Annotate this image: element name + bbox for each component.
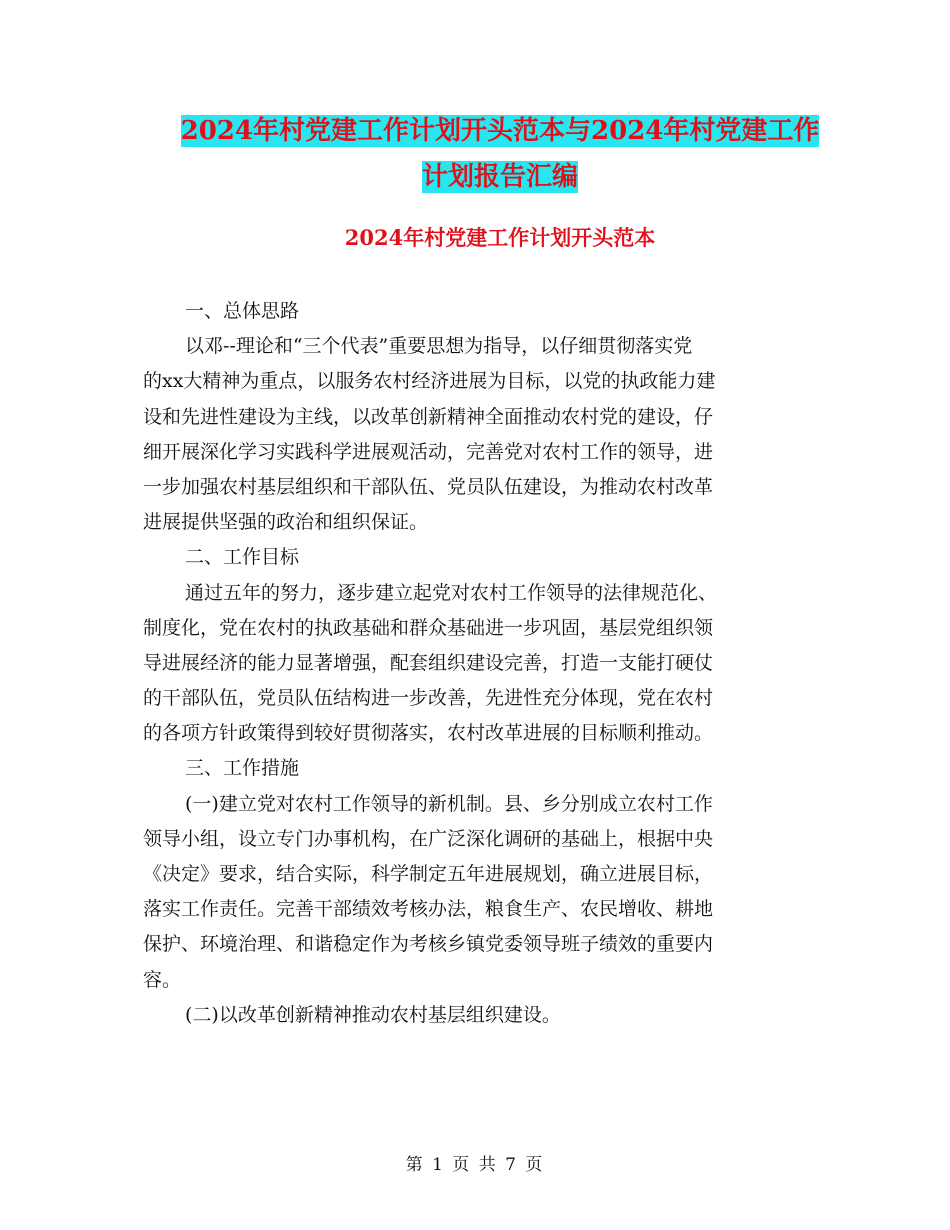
paragraph-line: 保护、环境治理、和谐稳定作为考核乡镇党委领导班子绩效的重要内 — [143, 933, 714, 956]
paragraph-line: 细开展深化学习实践科学进展观活动，完善党对农村工作的领导，进 — [143, 440, 714, 463]
paragraph-line: 导进展经济的能力显著增强，配套组织建设完善，打造一支能打硬仗 — [143, 651, 714, 674]
paragraph-line: 进展提供坚强的政治和组织保证。 — [143, 511, 429, 534]
paragraph-line: 落实工作责任。完善干部绩效考核办法，粮食生产、农民增收、耕地 — [143, 898, 714, 921]
paragraph-line: 设和先进性建设为主线，以改革创新精神全面推动农村党的建设，仔 — [143, 405, 714, 428]
title-line-1: 2024年村党建工作计划开头范本与2024年村党建工作 — [180, 116, 820, 146]
paragraph-line: 的各项方针政策得到较好贯彻落实，农村改革进展的目标顺利推动。 — [143, 722, 714, 745]
heading-general-approach: 一、总体思路 — [185, 300, 300, 322]
document-title — [140, 108, 860, 200]
section-title: 2024年村党建工作计划开头范本 — [344, 225, 656, 250]
paragraph-line: (一)建立党对农村工作领导的新机制。县、乡分别成立农村工作 — [185, 792, 713, 815]
paragraph-line: 以邓--理论和“三个代表”重要思想为指导，以仔细贯彻落实党 — [185, 335, 693, 358]
paragraph-line: 的干部队伍，党员队伍结构进一步改善，先进性充分体现，党在农村 — [143, 687, 714, 710]
heading-work-measures: 三、工作措施 — [185, 757, 300, 780]
paragraph-line: (二)以改革创新精神推动农村基层组织建设。 — [185, 1003, 561, 1026]
paragraph-line: 一步加强农村基层组织和干部队伍、党员队伍建设，为推动农村改革 — [143, 475, 714, 498]
heading-work-goals: 二、工作目标 — [185, 546, 300, 569]
paragraph-line: 制度化，党在农村的执政基础和群众基础进一步巩固，基层党组织领 — [143, 616, 714, 639]
document-body — [143, 294, 809, 1033]
paragraph-line: 的xx大精神为重点，以服务农村经济进展为目标，以党的执政能力建 — [143, 370, 716, 393]
paragraph-line: 容。 — [143, 968, 182, 991]
title-line-2: 计划报告汇编 — [421, 162, 578, 192]
page-number-footer: 第 1 页 共 7 页 — [405, 1155, 545, 1175]
paragraph-line: 通过五年的努力，逐步建立起党对农村工作领导的法律规范化、 — [185, 581, 718, 604]
paragraph-line: 《决定》要求，结合实际，科学制定五年进展规划，确立进展目标， — [143, 863, 714, 885]
paragraph-line: 领导小组，设立专门办事机构，在广泛深化调研的基础上，根据中央 — [143, 827, 714, 850]
